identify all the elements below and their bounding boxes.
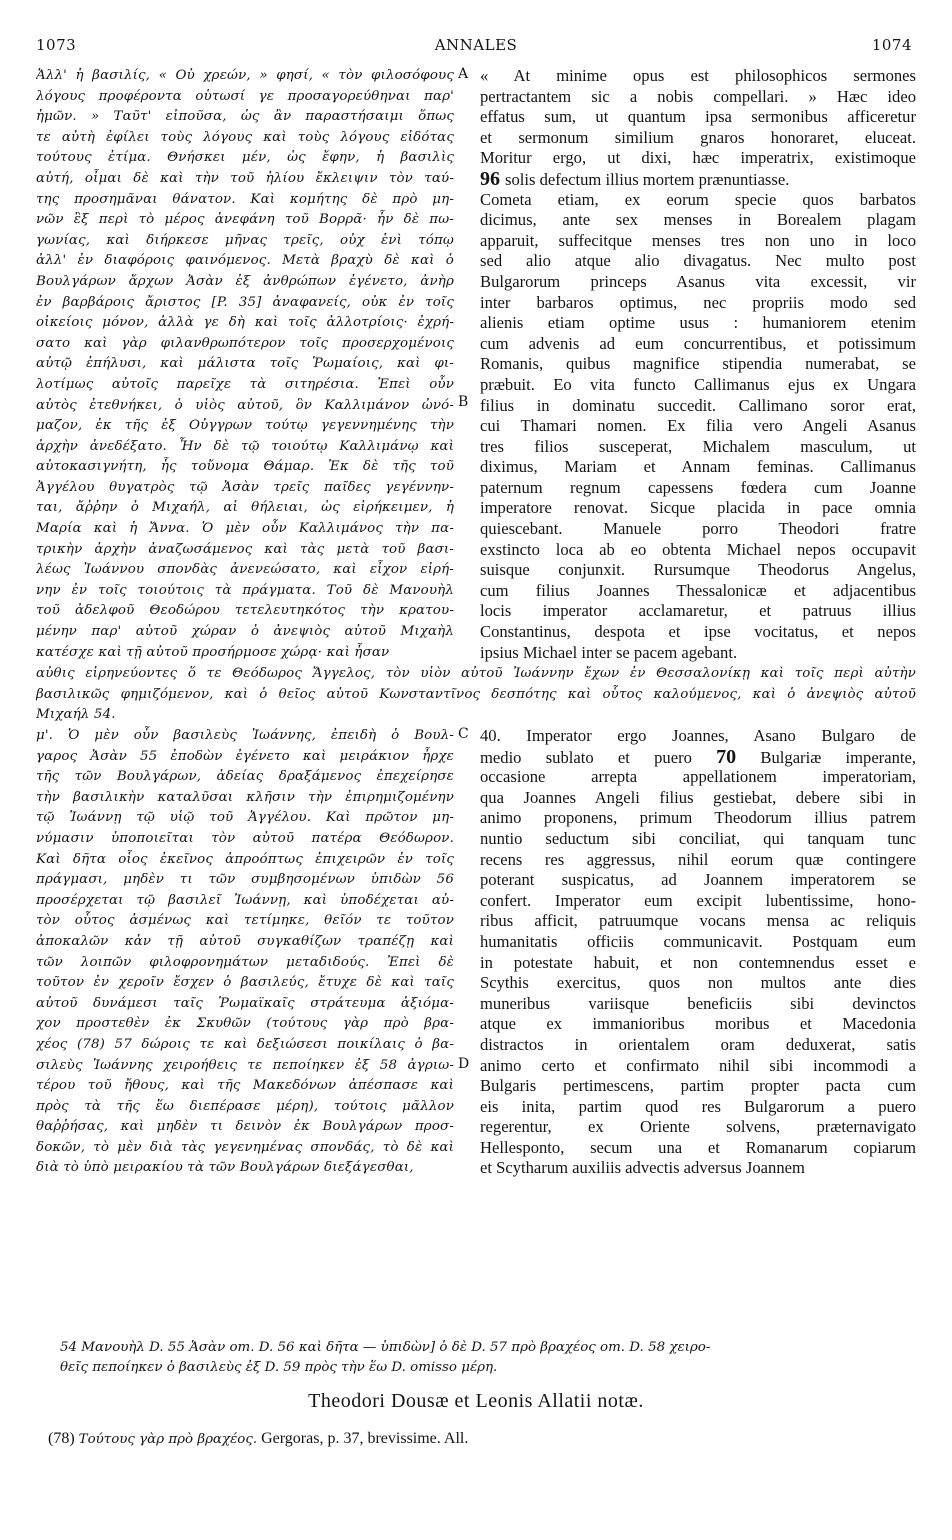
margin-letter-b: B bbox=[458, 394, 469, 410]
greek-text-line: ἀλλ' ἐν διαφόροις φαινόμενος. Μετὰ βραχὺ δὲ καὶ ὁ bbox=[36, 253, 454, 269]
page-marker-70: 70 bbox=[716, 746, 737, 768]
latin-text-line: 96 solis defectum illius mortem prænuntiasse. bbox=[480, 168, 790, 190]
latin-text-line: effatus sum, ut quantum ipsa sermonibus afficeretur bbox=[480, 107, 916, 127]
greek-text-line: μαζον, ἐκ τῆς ἐξ Οὐγγρων τούτῳ γεγεννημένης τὴν bbox=[36, 418, 454, 434]
running-title: ANNALES bbox=[434, 36, 518, 54]
greek-text-line: της προσημᾶναι θάνατον. Καὶ κομήτης δὲ πρὸ μη- bbox=[36, 191, 454, 207]
margin-letter-c: C bbox=[458, 726, 469, 742]
greek-text-line: Μιχαήλ 54. bbox=[36, 707, 116, 723]
latin-text-line: regerentur, ex Oriente solvens, præternavigato bbox=[480, 1117, 916, 1137]
greek-text-line: ἀρχὴν ἀνεδέξατο. Ἦν δὲ τῷ τοιούτῳ Καλλιμάνῳ καὶ bbox=[36, 438, 454, 454]
latin-text-line: qua Joannes Angeli filius gestiebat, debere sibi in bbox=[480, 787, 916, 807]
page-marker-96: 96 bbox=[480, 168, 505, 190]
latin-text-line: tres filios susceperat, Michalem masculum, ut bbox=[480, 436, 916, 456]
latin-text-line: medio sublato et puero 70 Bulgariæ imperante, bbox=[480, 746, 916, 768]
latin-text-line: præbuit. Eo vita functo Callimanus ejus ex Ungara bbox=[480, 374, 916, 394]
greek-text-line: νην ἐν τοῖς τοιούτοις τὰ πράγματα. Τοῦ δὲ Μανουὴλ bbox=[36, 582, 454, 598]
latin-text-line: cum advenis ad eum concurrentibus, et potissimum bbox=[480, 333, 916, 353]
latin-text-line: animo certo et confirmato nihil sibi incommodi a bbox=[480, 1055, 916, 1075]
greek-text-line: τὸν οὗτος ἀσμένως καὶ τετίμηκε, θεῖόν τε τοῦτον bbox=[36, 913, 454, 929]
latin-text-line: exstincto loca ab eo obtenta Michael nepos occupavit bbox=[480, 539, 916, 559]
latin-text-line: distractos in orientalem oram deduxerat, satis bbox=[480, 1034, 916, 1054]
greek-column-section-2 bbox=[36, 726, 454, 1179]
greek-text-line: Μαρία καὶ ἡ Ἄννα. Ὁ μὲν οὖν Καλλιμάνος τὴν πα- bbox=[36, 521, 454, 537]
latin-text-line: sed alio atque alio divagatus. Nec multo post bbox=[480, 251, 916, 271]
latin-text-line: « At minime opus est philosophicos sermones bbox=[480, 66, 916, 85]
greek-text-line: αὐθις εἰρηνεύοντες ὅ τε Θεόδωρος Ἄγγελος, τὸν υἱὸν αὐτοῦ Ἰωάννην ἔχων ἐν Θεσσαλονίκῃ καὶ τοῖς περὶ αὐτὴν bbox=[36, 666, 916, 681]
latin-text-line: nuntio seductum sibi conciliat, qui tanquam tunc bbox=[480, 828, 916, 848]
notes-heading: Theodori Dousæ et Leonis Allatii notæ. bbox=[308, 1390, 644, 1412]
greek-text-line: τρικὴν ἀρχὴν ἀναζωσάμενος καὶ τὰς μετὰ τοῦ βασι- bbox=[36, 541, 454, 557]
latin-text-line: muneribus variisque beneficiis sibi devinctos bbox=[480, 993, 916, 1013]
latin-text-line: Hellesponto, secum una et Romanarum copiarum bbox=[480, 1137, 916, 1157]
latin-text-line: Cometa etiam, ex eorum specie quos barbatos bbox=[480, 189, 916, 209]
greek-text-line: λέως Ἰωάννου σπονδὰς ἀνενεώσατο, καὶ εἶχον εἰρή- bbox=[36, 562, 454, 578]
greek-text-line: γωνίας, καὶ διήρκεσε μῆνας τρεῖς, οὐχ ἑνὶ τόπῳ bbox=[36, 232, 454, 248]
greek-text-line: πράγμασι, μηδὲν τι τῶν συμβησομένων ὑπιδὼν 56 bbox=[36, 872, 454, 888]
greek-text-line: νύμασιν ὑποποιεῖται τὸν αὐτοῦ πατέρα Θεόδωρον. bbox=[36, 830, 454, 846]
latin-text-line: ribus afficit, patruumque vocans mensa ac reliquis bbox=[480, 911, 916, 931]
greek-text-line: τῷ Ἰωάννῃ τῷ υἱῷ τοῦ Ἀγγέλου. Καὶ πρῶτον μη- bbox=[36, 810, 454, 826]
latin-text-line: ipsius Michael inter se pacem agebant. bbox=[480, 642, 738, 662]
greek-text-line: θαῤῥήσας, καὶ μηδὲν τι δεινὸν ἐκ Βουλγάρων προσ- bbox=[36, 1119, 454, 1135]
greek-text-line: γαρος Ἀσὰν 55 ἐποδὼν ἐγένετο καὶ μειράκιον ἦρχε bbox=[36, 748, 454, 764]
greek-text-line: λοτίμως αὐτοῖς παρεῖχε τὰ σιτηρέσια. Ἐπεὶ οὖν bbox=[36, 376, 454, 392]
latin-text-line: quiescebant. Manuele porro Theodori fratre bbox=[480, 519, 916, 539]
greek-text-line: ἡμῶν. » Ταῦτ' εἰποῦσα, ὡς ἂν παραστήσαιμι ὅπως bbox=[36, 109, 454, 125]
latin-text-line: et Scytharum auxiliis advectis adversus Joannem bbox=[480, 1158, 805, 1178]
latin-text-line: Constantinus, despota et ipse vocitatus, et nepos bbox=[480, 622, 916, 642]
greek-text-line: οἰκείοις μόνον, ἀλλὰ γε δὴ καὶ τοῖς ἀλλοτρίοις· ἐχρή- bbox=[36, 315, 454, 331]
latin-text-line: inter barbaros optimus, nec propriis modo sed bbox=[480, 292, 916, 312]
latin-text-line: dicimus, ante sex menses in Borealem plagam bbox=[480, 210, 916, 230]
latin-text-line: filius in dominatu succedit. Callimano soror erat, bbox=[480, 395, 916, 415]
greek-text-line: τοῦτον ἐν χεροῖν ἔσχεν ὁ βασιλεύς, ἔτυχε δὲ καὶ ταῖς bbox=[36, 975, 454, 991]
latin-text-line: animo proponens, primum Theodorum illius patrem bbox=[480, 808, 916, 828]
latin-column-section-1 bbox=[480, 66, 916, 663]
greek-column-section-1 bbox=[36, 66, 454, 663]
right-page-number: 1074 bbox=[871, 36, 912, 54]
greek-text-line: τὴν βασιλικὴν καταλῦσαι κλῆσιν τὴν ἐπιρημιζομένην bbox=[36, 789, 454, 805]
note-latin-text: Gergoras, p. 37, brevissime. All. bbox=[261, 1430, 469, 1447]
greek-text-line: Βουλγάρων ἄρχων Ἀσὰν ἐξ ἀνθρώπων ἐγένετο, ἀνὴρ bbox=[36, 273, 454, 289]
latin-text-line: locis imperator acclamaretur, et patruus illius bbox=[480, 601, 916, 621]
greek-text-line: σιλεὺς Ἰωάννης χειροήθεις τε πεποίηκεν ἐξ 58 ἀγριω- bbox=[36, 1057, 454, 1073]
greek-text-line: προσέρχεται τῷ βασιλεῖ Ἰωάννῃ, καὶ ὑποδέχεται αὐ- bbox=[36, 892, 454, 908]
left-page-number: 1073 bbox=[36, 36, 77, 54]
greek-text-line: πρὸς τὰ τῆς ἕω διεπέρασε μέρη), τούτοις μᾶλλον bbox=[36, 1098, 454, 1114]
greek-text-line: ἐν βαρβάροις ἄριστος [P. 35] ἀναφανείς, οὐκ ἐν τοῖς bbox=[36, 294, 454, 310]
latin-text-line: suisque conjunxit. Rursumque Theodorus Angelus, bbox=[480, 560, 916, 580]
latin-text-line: diximus, Mariam et Annam feminas. Callimanus bbox=[480, 457, 916, 477]
latin-text-line: pertractantem sic a nobis compellari. » Hæc ideo bbox=[480, 86, 916, 106]
greek-text-line: τῆς τῶν Βουλγάρων, ἀδείας δραξάμενος ἐπεχείρησε bbox=[36, 769, 454, 785]
latin-text-line: atque ex immanioribus moribus et Macedonia bbox=[480, 1014, 916, 1034]
greek-text-line: τούτους ἐτίμα. Θνήσκει μέν, ὡς ἔφην, ἡ βασιλὶς bbox=[36, 150, 454, 166]
note-78 bbox=[48, 1430, 468, 1448]
greek-text-line: μένην παρ' αὐτοῦ χώραν ὁ ἀνεψιὸς αὐτοῦ Μιχαὴλ bbox=[36, 624, 454, 640]
latin-text-line: occasione arrepta appellationem imperatoriam, bbox=[480, 767, 916, 787]
greek-text-line: τῶν λοιπῶν φιλοφρονημάτων μεταδιδούς. Ἐπεὶ δὲ bbox=[36, 954, 454, 970]
greek-text-line: ἀποκαλῶν κἀν τῇ αὐτοῦ συγκαθίζων τραπέζῃ καὶ bbox=[36, 933, 454, 949]
latin-text-line: et sermonum similium gnaros honoraret, eluceat. bbox=[480, 127, 916, 147]
latin-text-line: poterant suspicatus, ad Joannem imperatorem se bbox=[480, 870, 916, 890]
greek-text-line: νῶν ἓξ περὶ τὸ μέρος ἀνεφάνη τοῦ Βορρᾶ· ἦν δὲ πω- bbox=[36, 212, 454, 228]
greek-text-line: σατο καὶ γὰρ φιλανθρωπότερον τοῖς προσερχομένοις bbox=[36, 335, 454, 351]
note-number: (78) bbox=[48, 1430, 75, 1447]
greek-text-line: μ'. Ὁ μὲν οὖν βασιλεὺς Ἰωάννης, ἐπειδὴ ὁ Βουλ- bbox=[36, 728, 454, 743]
latin-text-line: Romanis, quibus magnifice stipendia numerabat, se bbox=[480, 354, 916, 374]
latin-text-line: in potestate habuit, et non contemnendus esset e bbox=[480, 952, 916, 972]
apparatus-line-1: 54 Μανουὴλ D. 55 Ἀσὰν om. D. 56 καὶ δῆτα — ὑπιδὼν] ὁ δὲ D. 57 πρὸ βραχέος om. D. 58 χειρο- bbox=[60, 1340, 711, 1355]
latin-text-line: Bulgarorum princeps Asanus vita excessit, vir bbox=[480, 271, 916, 291]
latin-text-line: 40. Imperator ergo Joannes, Asano Bulgaro de bbox=[480, 726, 916, 745]
greek-text-line: τέρου τοῦ ἤθους, καὶ τῆς Μακεδόνων ἀπέσπασε καὶ bbox=[36, 1078, 454, 1094]
greek-text-line: Ἀλλ' ἡ βασιλίς, « Οὐ χρεών, » φησί, « τὸν φιλοσόφους bbox=[36, 68, 454, 83]
greek-text-line: χέος (78) 57 δώροις τε καὶ δεξιώσεσι ποικίλαις ὁ βα- bbox=[36, 1036, 454, 1052]
latin-text-line: Bulgaris pertimescens, partim propter pacta cum bbox=[480, 1076, 916, 1096]
greek-text-line: ται, ἄῤῥην ὁ Μιχαήλ, αἱ θήλειαι, ὡς εἰρήκειμεν, ἡ bbox=[36, 500, 454, 516]
greek-full-width-lines bbox=[36, 664, 916, 726]
latin-text-line: eis inita, partim quod res Bulgarorum a puero bbox=[480, 1096, 916, 1116]
greek-text-line: δοκῶν, τὸ μὲν διὰ τὰς γεγενημένας σπονδάς, τὸ δὲ καὶ bbox=[36, 1139, 454, 1155]
latin-text-line: imperatore renovat. Sicque placida in pace omnia bbox=[480, 498, 916, 518]
latin-text-line: paternum regnum capessens fœdera cum Joanne bbox=[480, 477, 916, 497]
greek-text-line: αὐτῷ ἐπήλυσι, καὶ μάλιστα τοῖς Ῥωμαίοις, καὶ φι- bbox=[36, 356, 454, 372]
greek-text-line: αὐτοῦ δυνάμεσι ταῖς Ῥωμαϊκαῖς στράτευμα ἀξιόμα- bbox=[36, 995, 454, 1011]
greek-text-line: διὰ τὸ ὑπὸ μειρακίου τὰ τῶν Βουλγάρων διεξάγεσθαι, bbox=[36, 1160, 414, 1176]
latin-text-line: alienis etiam optime usus : humaniorem etenim bbox=[480, 313, 916, 333]
greek-text-line: τε αὐτὴ ἐφίλει τοὺς λόγους καὶ τοὺς λόγους εἰδότας bbox=[36, 129, 454, 145]
greek-text-line: λόγους προφέροντα οὑτωσί γε προσαγορεύθηναι παρ' bbox=[36, 88, 454, 104]
greek-text-line: αὐτοκασιγνήτη, ἧς τοὔνομα Θάμαρ. Ἐκ δὲ τῆς τοῦ bbox=[36, 459, 454, 475]
margin-letter-d: D bbox=[458, 1056, 470, 1072]
greek-text-line: αὐτή, οἶμαι δὲ καὶ τὴν τοῦ ἡλίου ἔκλειψιν τὸν ταύ- bbox=[36, 170, 454, 186]
greek-text-line: αὐτὸς ἐτεθνήκει, ὁ υἱὸς αὐτοῦ, ὃν Καλλιμάνον ὠνό- bbox=[36, 397, 454, 413]
greek-text-line: Καὶ δῆτα οἷος ἐκεῖνος ἀπροόπτως ἐπιχειρῶν ἐν τοῖς bbox=[36, 851, 454, 867]
latin-text-line: cui Thamari nomen. Ex filia vero Angeli Asanus bbox=[480, 416, 916, 436]
latin-column-section-2 bbox=[480, 726, 916, 1179]
latin-text-line: recens res aggressus, nihil eorum quæ contingere bbox=[480, 849, 916, 869]
greek-text-line: Ἀγγέλου θυγατρὸς τῷ Ἀσὰν τρεῖς παῖδες γεγέννην- bbox=[36, 479, 454, 495]
latin-text-line: humanitatis officiis communicavit. Postquam eum bbox=[480, 931, 916, 951]
latin-text-line: Moritur ergo, ut dixi, hæc imperatrix, existimoque bbox=[480, 148, 916, 168]
greek-text-line: τοῦ ἀδελφοῦ Θεοδώρου τετελευτηκότος τὴν κρατου- bbox=[36, 603, 454, 619]
margin-letter-a: A bbox=[458, 66, 469, 82]
apparatus-line-2: θεῖς πεποίηκεν ὁ βασιλεὺς ἐξ D. 59 πρὸς τὴν ἕω D. omisso μέρη. bbox=[60, 1360, 498, 1375]
latin-text-line: cum filius Joannes Thessalonicæ et adjacentibus bbox=[480, 580, 916, 600]
greek-text-line: χον προστεθὲν ἐκ Σκυθῶν (τούτους γὰρ πρὸ βρα- bbox=[36, 1016, 454, 1032]
latin-text-line: Scythis exercitus, quos non multos ante dies bbox=[480, 973, 916, 993]
latin-text-line: apparuit, suffecitque menses tres non uno in loco bbox=[480, 230, 916, 250]
latin-text-line: confert. Imperator eum excipit lubentissime, hono- bbox=[480, 890, 916, 910]
greek-text-line: βασιλικῶς φημιζόμενον, καὶ ὁ θεῖος αὐτοῦ Κωνσταντῖνος δεσπότης καὶ οὗτος καλούμενος, καὶ ὁ ἀνεψιὸς αὐτοῦ bbox=[36, 686, 916, 702]
note-greek-lemma: Τούτους γὰρ πρὸ βραχέος. bbox=[78, 1432, 258, 1447]
greek-text-line: κατέσχε καὶ τῇ αὐτοῦ προσήρμοσε χώρᾳ· καὶ ἦσαν bbox=[36, 644, 390, 660]
